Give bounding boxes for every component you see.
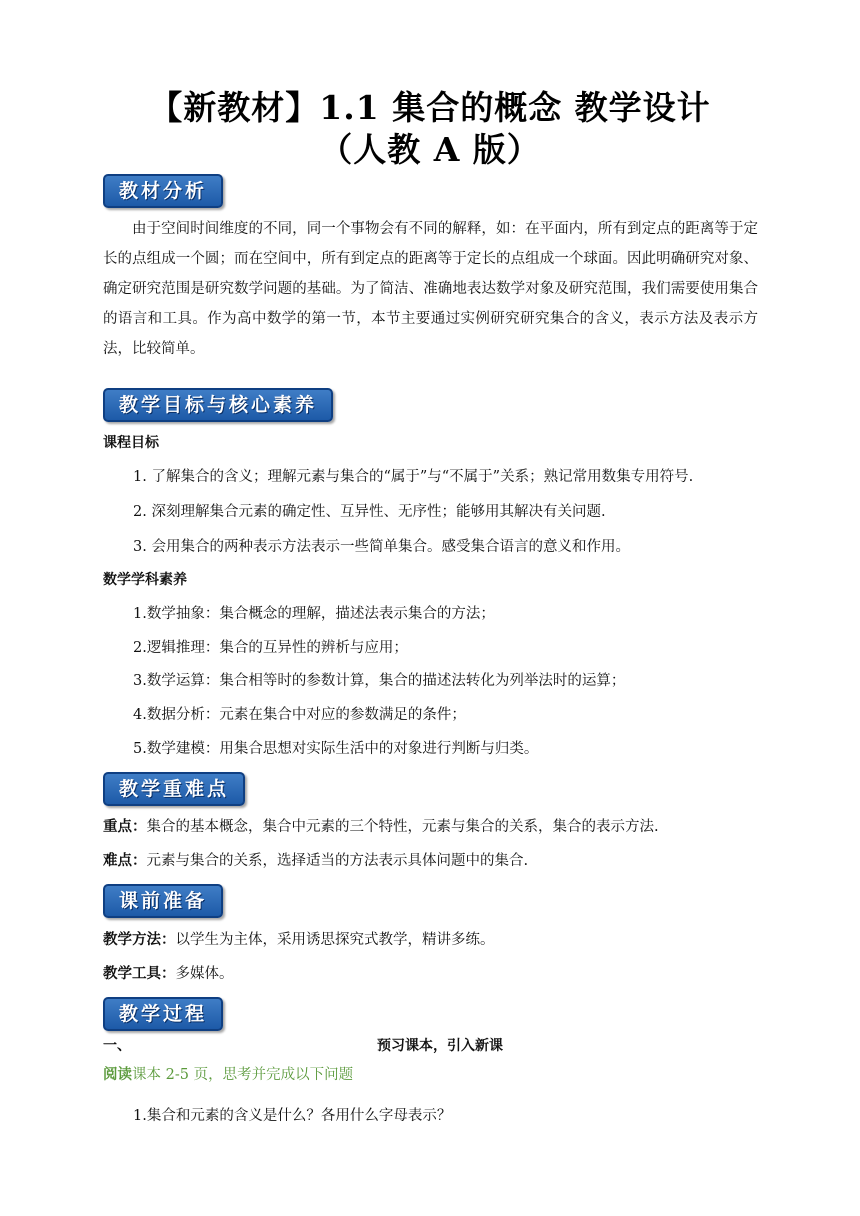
course-goals-heading: 课程目标 bbox=[103, 435, 159, 451]
course-goal-item: 2. 深刻理解集合元素的确定性、互异性、无序性；能够用其解决有关问题. bbox=[133, 504, 606, 520]
document-subtitle: （人教 A 版） bbox=[319, 130, 541, 169]
reading-line bbox=[103, 1065, 353, 1085]
step-number: 一、 bbox=[103, 1038, 131, 1054]
tool-line bbox=[103, 964, 234, 984]
step-title: 预习课本，引入新课 bbox=[377, 1038, 503, 1054]
reading-label: 阅读 bbox=[103, 1067, 132, 1083]
difficult-point-label: 难点： bbox=[103, 853, 147, 869]
difficult-point-text: 元素与集合的关系，选择适当的方法表示具体问题中的集合. bbox=[146, 853, 529, 869]
analysis-paragraph: 由于空间时间维度的不同，同一个事物会有不同的解释，如：在平面内，所有到定点的距离等于定长的点组成一个圆；而在空间中，所有到定点的距离等于定长的点组成一个球面。因此明确研究对象、确定研究范围是研究数学问题的基础。为了简洁、准确地表达数学对象及研究范围，我们需要使用集合的语言和工具。作为高中数学的第一节，本节主要通过实例研究研究集合的含义，表示方法及表示方法，比较简单。 bbox=[103, 221, 758, 357]
course-goal-item: 1. 了解集合的含义；理解元素与集合的“属于”与“不属于”关系；熟记常用数集专用符号. bbox=[133, 469, 694, 485]
document-title: 【新教材】1.1 集合的概念 教学设计 bbox=[149, 88, 711, 127]
literacy-item: 3.数学运算：集合相等时的参数计算，集合的描述法转化为列举法时的运算； bbox=[133, 673, 626, 689]
difficult-point-line bbox=[103, 851, 528, 871]
tool-text: 多媒体。 bbox=[175, 966, 234, 982]
section-badge-process: 教学过程 bbox=[103, 997, 223, 1031]
method-line bbox=[103, 930, 495, 950]
literacy-item: 2.逻辑推理：集合的互异性的辨析与应用； bbox=[133, 640, 408, 656]
section-badge-analysis: 教材分析 bbox=[103, 174, 223, 208]
literacy-item: 5.数学建模：用集合思想对实际生活中的对象进行判断与归类。 bbox=[133, 741, 539, 757]
section-badge-goals: 教学目标与核心素养 bbox=[103, 388, 333, 422]
key-point-text: 集合的基本概念，集合中元素的三个特性，元素与集合的关系，集合的表示方法. bbox=[146, 819, 659, 835]
tool-label: 教学工具： bbox=[103, 966, 176, 982]
reading-text: 课本 2-5 页，思考并完成以下问题 bbox=[132, 1067, 354, 1083]
section-badge-key-points: 教学重难点 bbox=[103, 772, 245, 806]
question-item: 1.集合和元素的含义是什么？各用什么字母表示？ bbox=[133, 1108, 452, 1124]
section-badge-preparation: 课前准备 bbox=[103, 884, 223, 918]
course-goal-item: 3. 会用集合的两种表示方法表示一些简单集合。感受集合语言的意义和作用。 bbox=[133, 539, 630, 555]
literacy-heading: 数学学科素养 bbox=[103, 572, 187, 588]
key-point-label: 重点： bbox=[103, 819, 147, 835]
method-label: 教学方法： bbox=[103, 932, 176, 948]
literacy-item: 4.数据分析：元素在集合中对应的参数满足的条件； bbox=[133, 707, 466, 723]
method-text: 以学生为主体，采用诱思探究式教学，精讲多练。 bbox=[175, 932, 495, 948]
literacy-item: 1.数学抽象：集合概念的理解，描述法表示集合的方法； bbox=[133, 606, 495, 622]
key-point-line bbox=[103, 817, 659, 837]
